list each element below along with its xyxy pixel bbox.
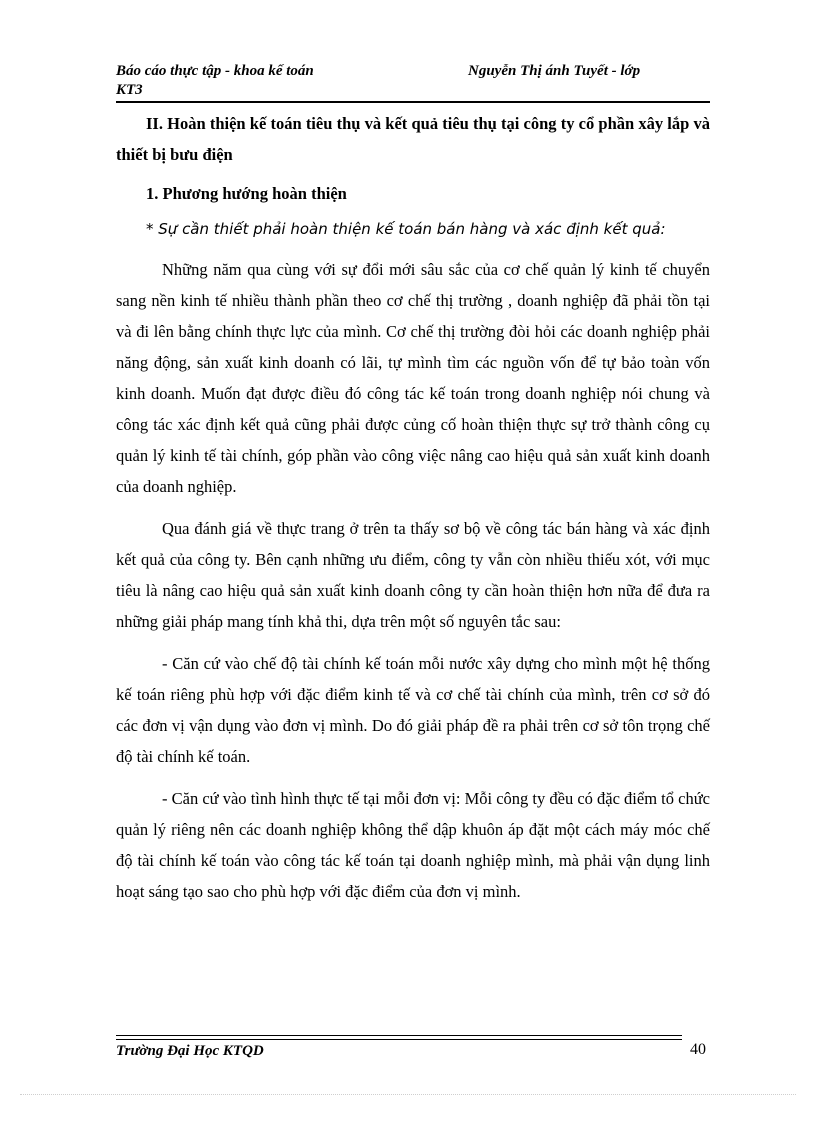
footer-divider-top (116, 1035, 682, 1036)
page-body (116, 108, 710, 907)
page-bottom-border (20, 1094, 796, 1095)
paragraph: Những năm qua cùng với sự đổi mới sâu sắc của cơ chế quản lý kinh tế chuyển sang nền kinh tế nhiều thành phần theo cơ chế thị trường , doanh nghiệp đã phải tồn tại và đi lên bằng chính thực lực của mình. Cơ chế thị trường đòi hỏi các doanh nghiệp phải năng động, sản xuất kinh doanh có lãi, tự mình tìm các nguồn vốn để tự bảo toàn vốn kinh doanh. Muốn đạt được điều đó công tác kế toán trong doanh nghiệp nói chung và công tác xác định kết quả cũng phải được củng cố hoàn thiện thực sự trở thành công cụ quản lý kinh tế tài chính, góp phần vào công việc nâng cao hiệu quả sản xuất kinh doanh của doanh nghiệp. (116, 260, 710, 496)
header-report-title: Báo cáo thực tập - khoa kế toán (116, 63, 314, 79)
paragraph: Qua đánh giá về thực trang ở trên ta thấy sơ bộ về công tác bán hàng và xác định kết quả của công ty. Bên cạnh những ưu điểm, công ty vẫn còn nhiều thiếu xót, với mục tiêu là nâng cao hiệu quả sản xuất kinh doanh công ty cần hoàn thiện hơn nữa để đưa ra những giải pháp mang tính khả thi, dựa trên một số nguyên tắc sau: (116, 519, 710, 631)
section-heading: II. Hoàn thiện kế toán tiêu thụ và kết quả tiêu thụ tại công ty cổ phần xây lắp và thiết bị bưu điện (116, 114, 710, 164)
footer-school: Trường Đại Học KTQD (116, 1043, 264, 1059)
header-author: Nguyễn Thị ánh Tuyết - lớp (468, 63, 641, 79)
italic-note: * Sự cần thiết phải hoàn thiện kế toán bán hàng và xác định kết quả: (146, 220, 666, 238)
header-class: KT3 (116, 82, 143, 98)
header-divider (116, 101, 710, 103)
footer-divider-bottom (116, 1039, 682, 1040)
bullet-paragraph: - Căn cứ vào chế độ tài chính kế toán mỗi nước xây dựng cho mình một hệ thống kế toán riêng phù hợp với đặc điểm kinh tế và cơ chế tài chính của mình, trên cơ sở đó các đơn vị vận dụng vào đơn vị mình. Do đó giải pháp đề ra phải trên cơ sở tôn trọng chế độ tài chính kế toán. (116, 654, 710, 766)
subsection-heading: 1. Phương hướng hoàn thiện (146, 184, 347, 203)
bullet-paragraph: - Căn cứ vào tình hình thực tế tại mỗi đơn vị: Mỗi công ty đều có đặc điểm tổ chức quản lý riêng nên các doanh nghiệp không thể dập khuôn áp đặt một cách máy móc chế độ tài chính kế toán vào công tác kế toán tại doanh nghiệp mình, mà phải vận dụng linh hoạt sáng tạo sao cho phù hợp với đặc điểm của đơn vị mình. (116, 789, 710, 901)
page-number: 40 (690, 1041, 706, 1058)
